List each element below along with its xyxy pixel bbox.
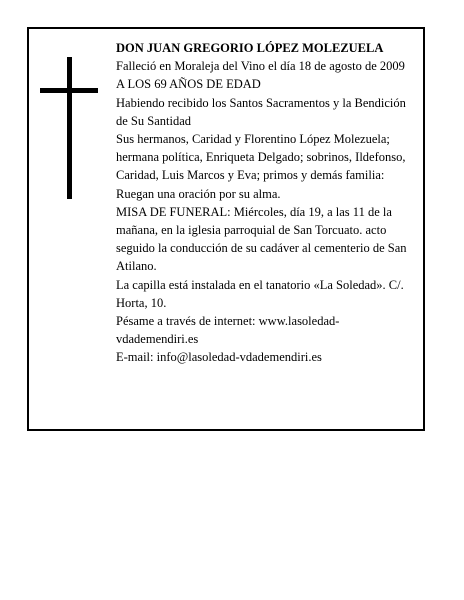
cross-horizontal-bar [40, 88, 98, 93]
age-line: A LOS 69 AÑOS DE EDAD [116, 77, 261, 92]
deceased-name: DON JUAN GREGORIO LÓPEZ MOLEZUELA [116, 41, 384, 55]
sacraments-line: Habiendo recibido los Santos Sacramentos y la Bendición de Su Santidad [116, 95, 406, 128]
condolences-info: Pésame a través de internet: www.lasoledad-vdademendiri.es [116, 314, 340, 347]
death-info: Falleció en Moraleja del Vino el día 18 de agosto de 2009 [116, 59, 405, 74]
family-line: Sus hermanos, Caridad y Florentino López Molezuela; hermana política, Enriqueta Delgado; sobrinos, Ildefonso, Caridad, Luis Marcos y Eva; primos y demás familia: [116, 132, 406, 183]
prayer-line: Ruegan una oración por su alma. [116, 186, 281, 201]
chapel-info: La capilla está instalada en el tanatorio «La Soledad». C/. Horta, 10. [116, 277, 404, 310]
cross-vertical-bar [67, 57, 72, 199]
obituary-notice [27, 27, 425, 431]
email-info: E-mail: info@lasoledad-vdademendiri.es [116, 350, 322, 365]
funeral-info: MISA DE FUNERAL: Miércoles, día 19, a las 11 de la mañana, en la iglesia parroquial de San Torcuato. acto seguido la conducción de su cadáver al cementerio de San Atilano. [116, 204, 407, 274]
notice-text [116, 39, 416, 367]
cross-icon [40, 57, 98, 199]
